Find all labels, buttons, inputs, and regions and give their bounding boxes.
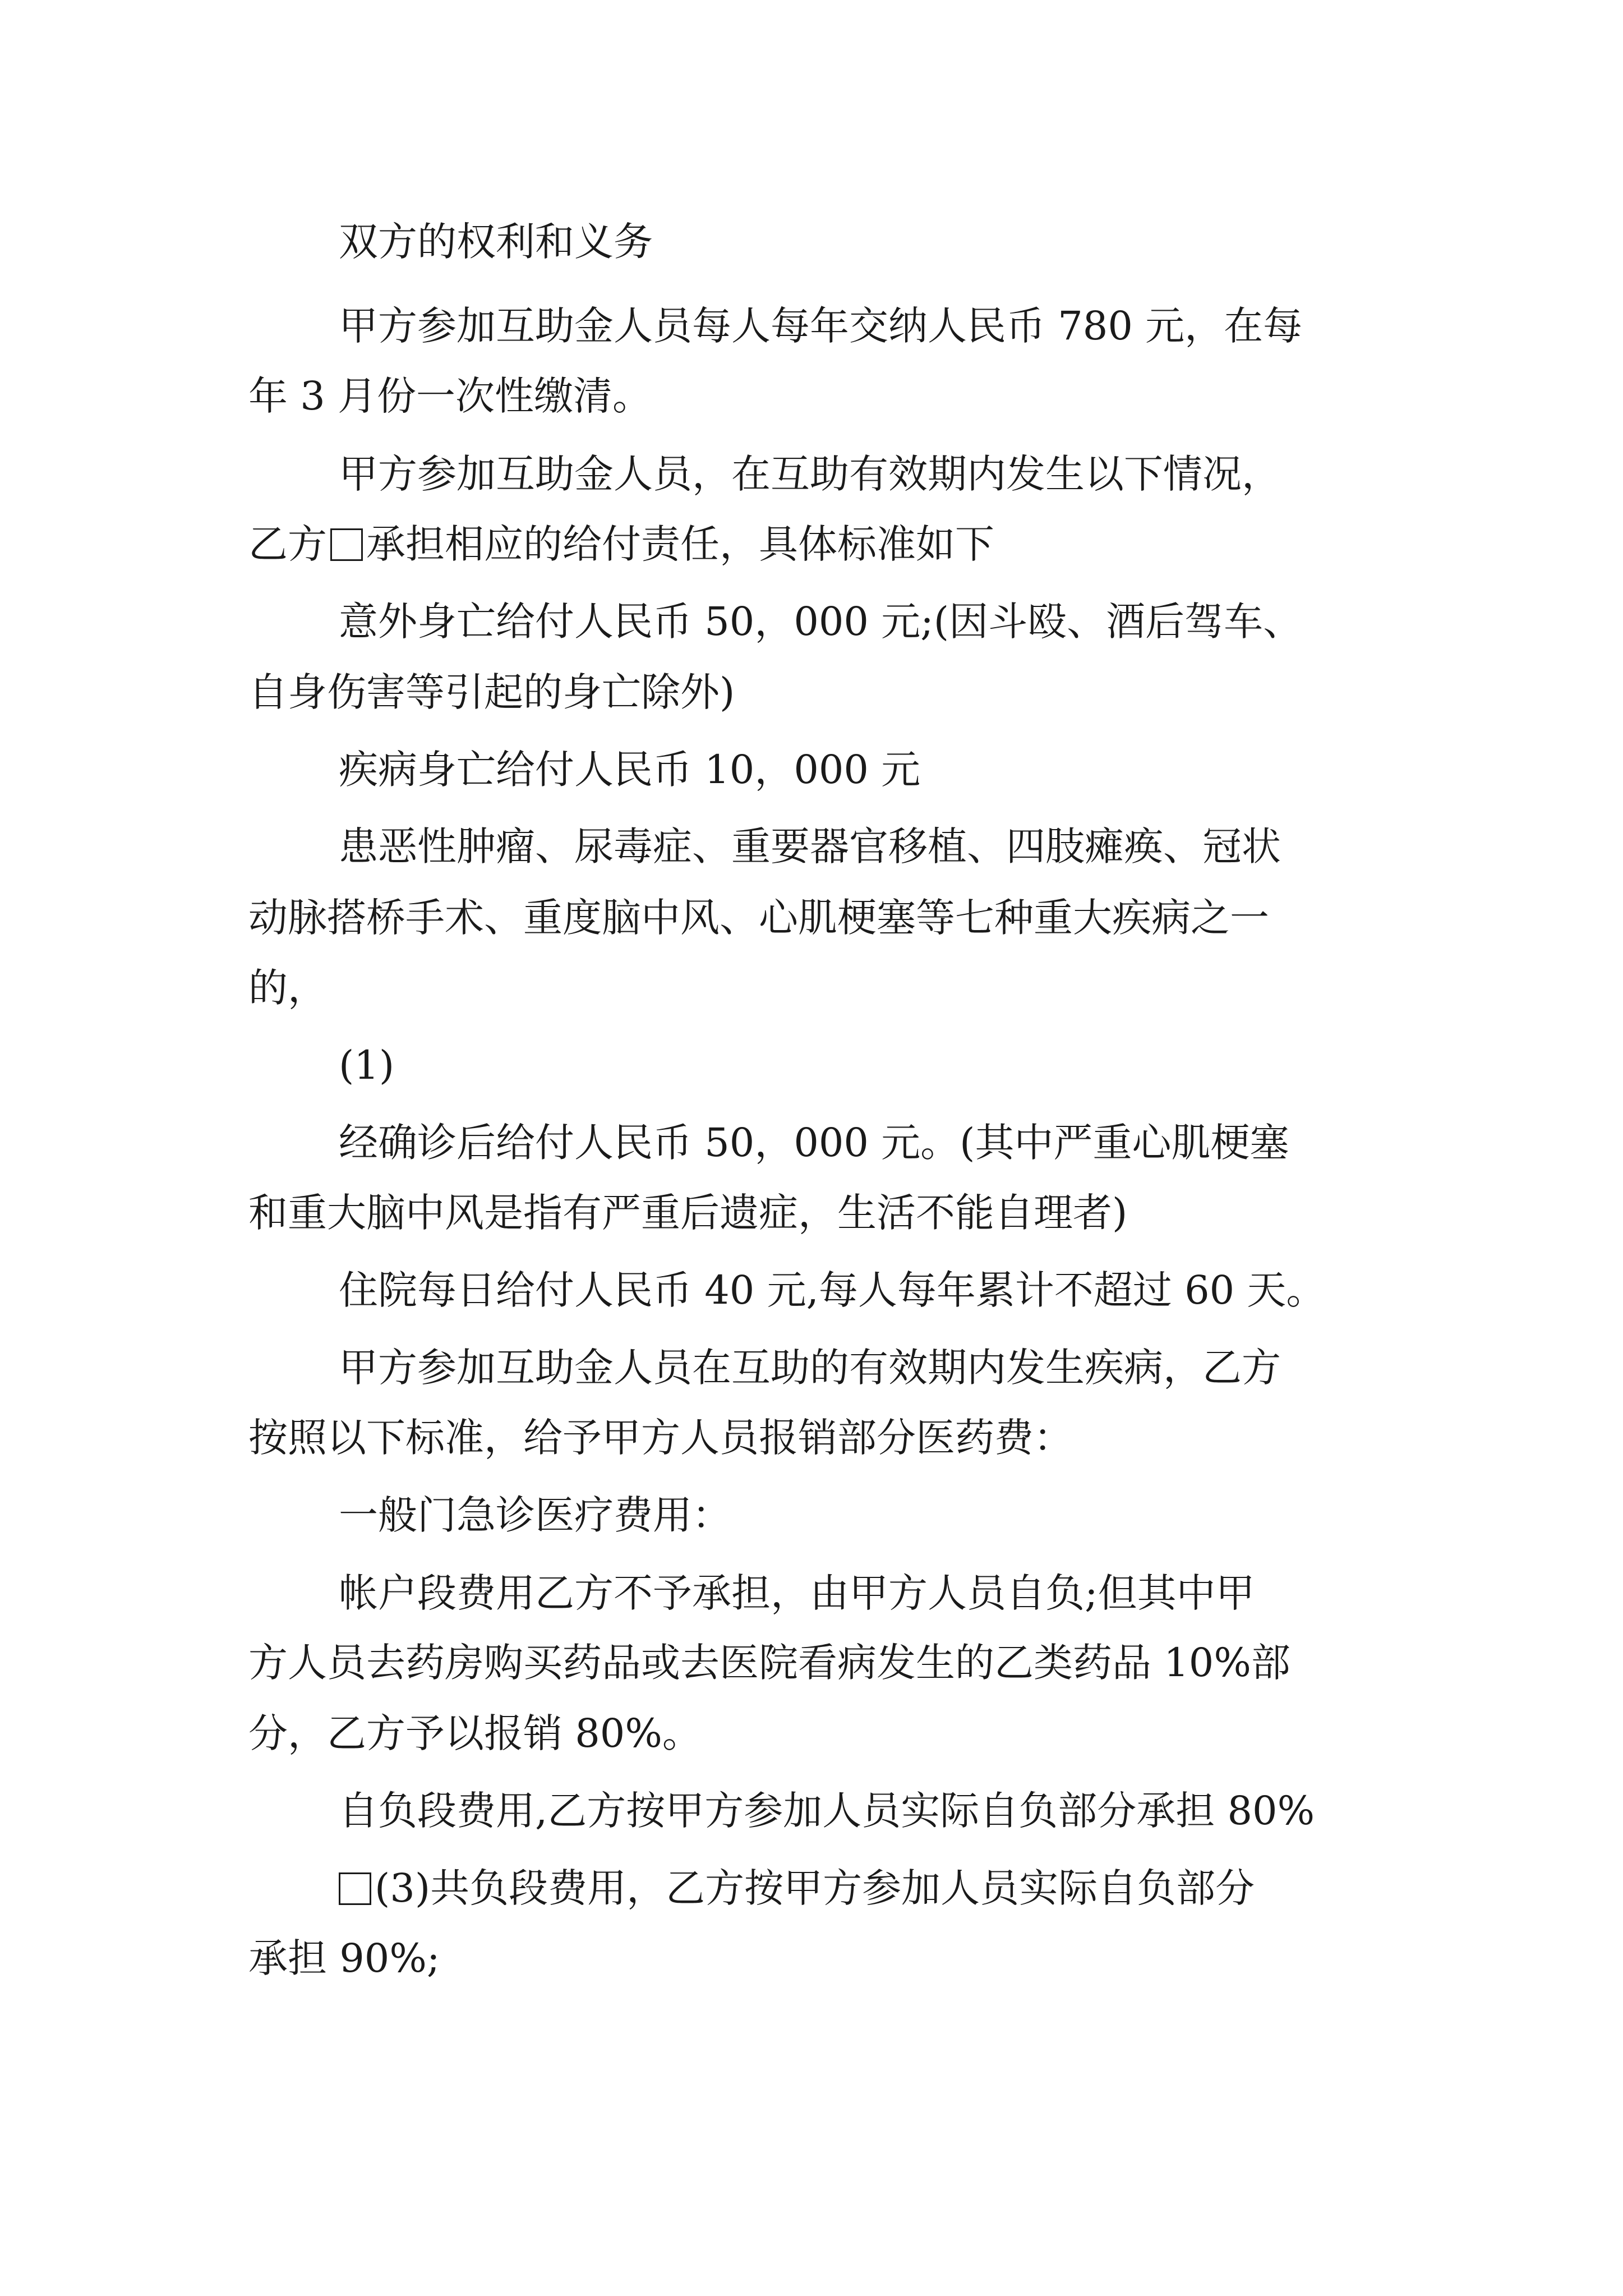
paragraph-line: 动脉搭桥手术、重度脑中风、心肌梗塞等七种重大疾病之一 [248,895,1269,941]
paragraph-line: 分，乙方予以报销 80%。 [248,1710,702,1756]
checkbox-glyph-icon [330,528,363,561]
paragraph-line: 甲方参加互助金人员在互助的有效期内发生疾病，乙方 [339,1345,1281,1391]
paragraph-line: 疾病身亡给付人民币 10，000 元 [339,747,921,793]
paragraph-line: 承担 90%; [248,1935,440,1981]
paragraph-line: 自身伤害等引起的身亡除外) [248,669,735,715]
paragraph-line: 住院每日给付人民币 40 元,每人每年累计不超过 60 天。 [339,1267,1326,1313]
line-text: 承担相应的给付责任，具体标准如下 [366,521,994,567]
paragraph-line: 甲方参加互助金人员每人每年交纳人民币 780 元，在每 [339,303,1303,349]
paragraph-line: 甲方参加互助金人员，在互助有效期内发生以下情况， [339,451,1281,497]
paragraph-line: (1) [339,1042,395,1088]
paragraph-line: 经确诊后给付人民币 50，000 元。(其中严重心肌梗塞 [339,1120,1289,1166]
paragraph-line: 年 3 月份一次性缴清。 [248,373,652,419]
paragraph-line: 的， [248,965,327,1011]
paragraph-line: 自负段费用,乙方按甲方参加人员实际自负部分承担 80% [339,1788,1315,1834]
paragraph-line [248,521,994,567]
section-heading: 双方的权利和义务 [339,219,653,265]
line-text: 乙方 [248,521,327,567]
checkbox-glyph-icon [339,1872,371,1905]
line-text: (3)共负段费用，乙方按甲方参加人员实际自负部分 [375,1865,1255,1911]
paragraph-line: 方人员去药房购买药品或去医院看病发生的乙类药品 10%部 [248,1640,1290,1686]
paragraph-line: 患恶性肿瘤、尿毒症、重要器官移植、四肢瘫痪、冠状 [339,823,1281,869]
paragraph-line: 帐户段费用乙方不予承担，由甲方人员自负;但其中甲 [339,1570,1255,1616]
paragraph-line: 按照以下标准，给予甲方人员报销部分医药费： [248,1415,1073,1461]
paragraph-line: 和重大脑中风是指有严重后遗症，生活不能自理者) [248,1190,1128,1236]
paragraph-line: 意外身亡给付人民币 50，000 元;(因斗殴、酒后驾车、 [339,599,1303,645]
paragraph-line: 一般门急诊医疗费用： [339,1492,731,1538]
paragraph-line [339,1865,1255,1911]
